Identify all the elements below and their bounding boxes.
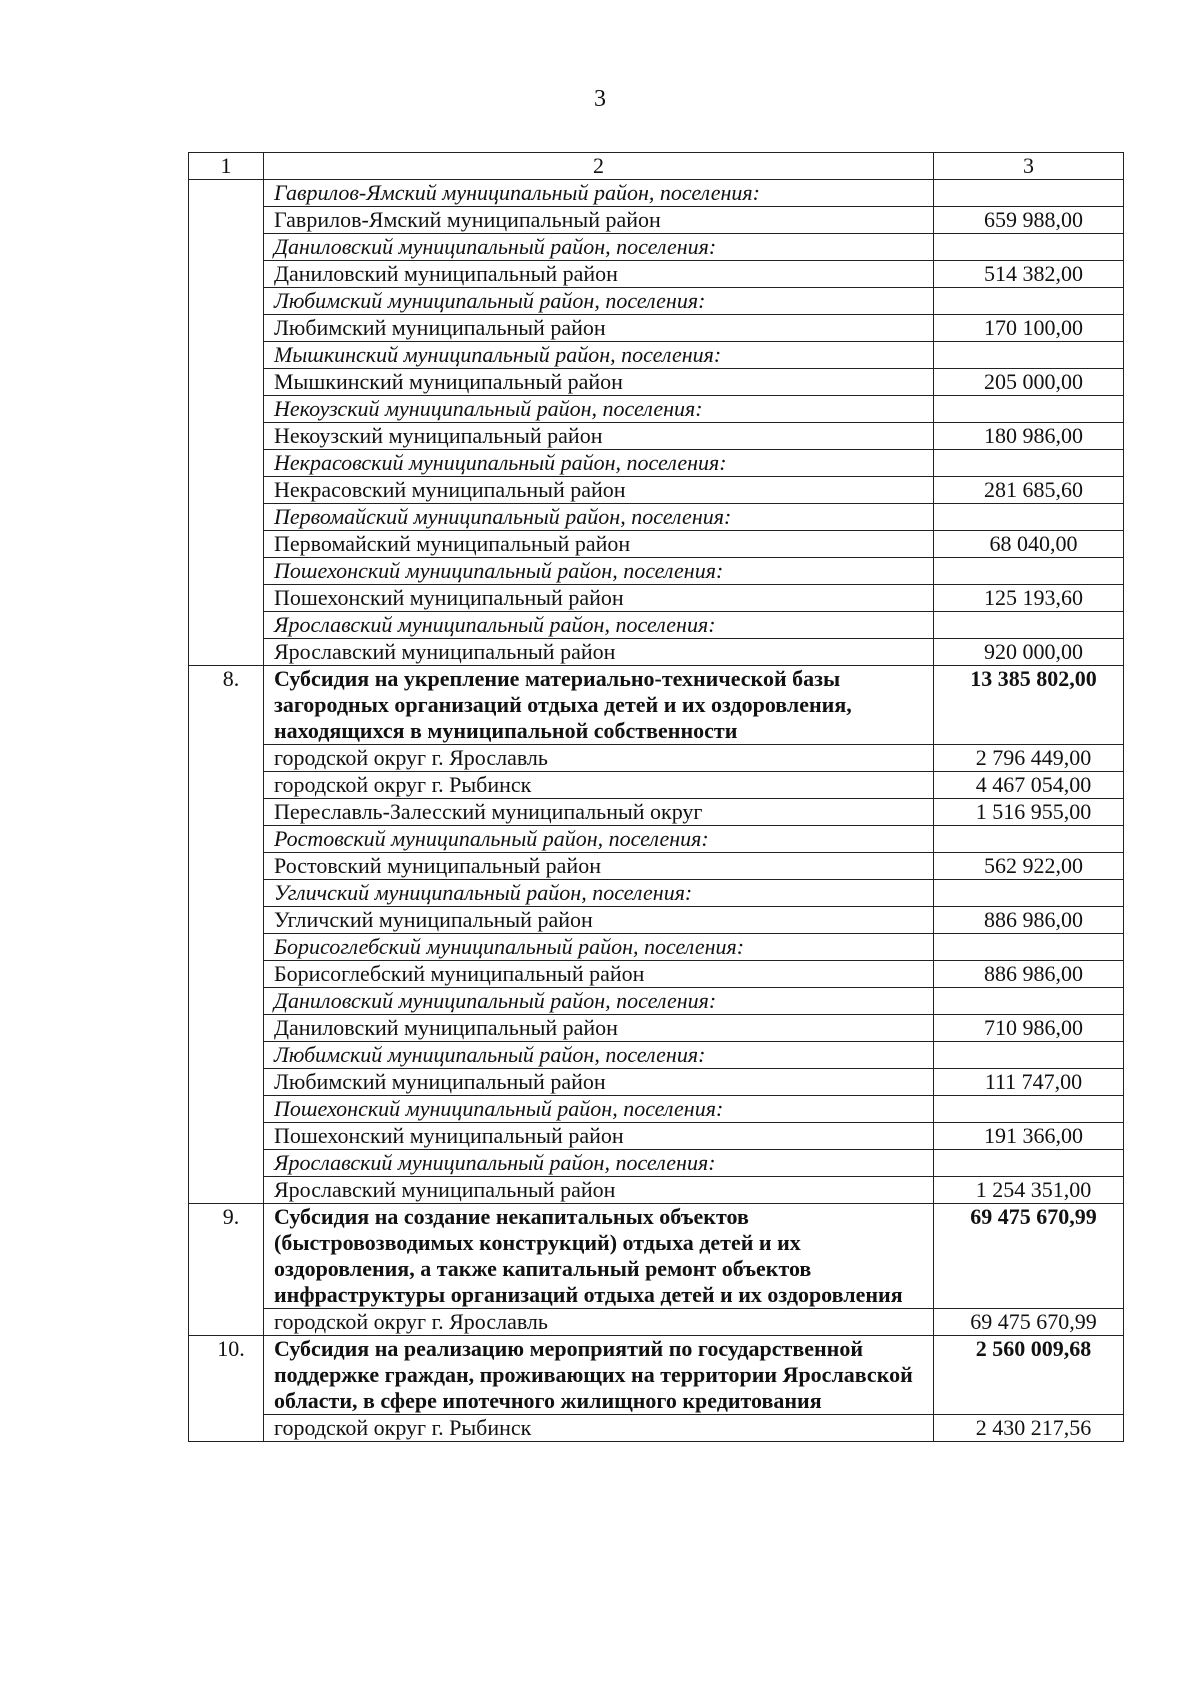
row-number: [189, 180, 264, 207]
row-amount: 13 385 802,00: [934, 666, 1124, 745]
row-amount: 4 467 054,00: [934, 772, 1124, 799]
row-number: [189, 558, 264, 585]
row-name: Даниловский муниципальный район, поселения:: [264, 988, 934, 1015]
row-amount: [934, 396, 1124, 423]
row-number: [189, 288, 264, 315]
row-number: [189, 745, 264, 772]
row-number: [189, 988, 264, 1015]
row-amount: 69 475 670,99: [934, 1309, 1124, 1336]
district-heading-row: [189, 396, 1124, 423]
subsidy-row: [189, 666, 1124, 745]
row-number: 9.: [189, 1204, 264, 1309]
table-row: [189, 1415, 1124, 1442]
row-amount: [934, 234, 1124, 261]
row-name: Субсидия на укрепление материально-технической базы загородных организаций отдыха детей и их оздоровления, находящихся в муниципальной собственности: [264, 666, 934, 745]
row-number: [189, 880, 264, 907]
subsidy-row: [189, 1204, 1124, 1309]
row-number: [189, 531, 264, 558]
row-name: Некоузский муниципальный район: [264, 423, 934, 450]
table-row: [189, 961, 1124, 988]
row-amount: 191 366,00: [934, 1123, 1124, 1150]
row-number: [189, 1042, 264, 1069]
row-name: Пошехонский муниципальный район, поселения:: [264, 1096, 934, 1123]
header-row: [189, 153, 1124, 180]
row-name: Угличский муниципальный район: [264, 907, 934, 934]
row-name: Мышкинский муниципальный район: [264, 369, 934, 396]
row-name: Первомайский муниципальный район, поселения:: [264, 504, 934, 531]
row-amount: [934, 1150, 1124, 1177]
row-amount: 886 986,00: [934, 907, 1124, 934]
table-row: [189, 477, 1124, 504]
table-row: [189, 1015, 1124, 1042]
page-number: 3: [594, 86, 606, 112]
row-amount: [934, 1042, 1124, 1069]
district-heading-row: [189, 612, 1124, 639]
district-heading-row: [189, 880, 1124, 907]
row-name: Некоузский муниципальный район, поселения:: [264, 396, 934, 423]
row-name: Даниловский муниципальный район, поселения:: [264, 234, 934, 261]
row-number: [189, 1069, 264, 1096]
row-number: [189, 1309, 264, 1336]
district-heading-row: [189, 558, 1124, 585]
district-heading-row: [189, 988, 1124, 1015]
row-amount: 170 100,00: [934, 315, 1124, 342]
row-name: Ярославский муниципальный район: [264, 639, 934, 666]
row-number: [189, 315, 264, 342]
table-row: [189, 261, 1124, 288]
district-heading-row: [189, 1042, 1124, 1069]
row-amount: 562 922,00: [934, 853, 1124, 880]
row-amount: 710 986,00: [934, 1015, 1124, 1042]
row-name: Любимский муниципальный район: [264, 1069, 934, 1096]
row-number: [189, 369, 264, 396]
table-row: [189, 745, 1124, 772]
row-name: городской округ г. Ярославль: [264, 745, 934, 772]
district-heading-row: [189, 504, 1124, 531]
row-name: Любимский муниципальный район, поселения:: [264, 288, 934, 315]
row-amount: 68 040,00: [934, 531, 1124, 558]
row-name: Ярославский муниципальный район: [264, 1177, 934, 1204]
row-amount: 111 747,00: [934, 1069, 1124, 1096]
row-name: Борисоглебский муниципальный район: [264, 961, 934, 988]
row-number: [189, 396, 264, 423]
row-amount: 1 254 351,00: [934, 1177, 1124, 1204]
row-name: Переславль-Залесский муниципальный округ: [264, 799, 934, 826]
row-name: Некрасовский муниципальный район: [264, 477, 934, 504]
row-amount: [934, 180, 1124, 207]
table-row: [189, 799, 1124, 826]
row-name: городской округ г. Ярославль: [264, 1309, 934, 1336]
row-amount: 2 796 449,00: [934, 745, 1124, 772]
row-amount: 514 382,00: [934, 261, 1124, 288]
row-number: [189, 799, 264, 826]
row-number: [189, 207, 264, 234]
row-amount: 205 000,00: [934, 369, 1124, 396]
header-col-2: 2: [264, 153, 934, 180]
row-amount: [934, 1096, 1124, 1123]
table-row: [189, 1123, 1124, 1150]
row-number: [189, 450, 264, 477]
district-heading-row: [189, 934, 1124, 961]
district-heading-row: [189, 288, 1124, 315]
row-name: городской округ г. Рыбинск: [264, 1415, 934, 1442]
table-row: [189, 853, 1124, 880]
row-amount: 920 000,00: [934, 639, 1124, 666]
row-name: Ярославский муниципальный район, поселения:: [264, 1150, 934, 1177]
row-name: Любимский муниципальный район: [264, 315, 934, 342]
row-number: [189, 772, 264, 799]
table-row: [189, 423, 1124, 450]
district-heading-row: [189, 1150, 1124, 1177]
row-amount: [934, 504, 1124, 531]
row-number: [189, 961, 264, 988]
row-number: 10.: [189, 1336, 264, 1415]
row-number: [189, 1123, 264, 1150]
table-row: [189, 531, 1124, 558]
table-row: [189, 1309, 1124, 1336]
row-amount: [934, 342, 1124, 369]
row-amount: 2 560 009,68: [934, 1336, 1124, 1415]
row-name: Угличский муниципальный район, поселения:: [264, 880, 934, 907]
row-amount: 69 475 670,99: [934, 1204, 1124, 1309]
header-col-3: 3: [934, 153, 1124, 180]
row-number: [189, 342, 264, 369]
row-amount: 2 430 217,56: [934, 1415, 1124, 1442]
row-number: [189, 1177, 264, 1204]
row-amount: [934, 612, 1124, 639]
district-heading-row: [189, 342, 1124, 369]
row-number: [189, 907, 264, 934]
table-row: [189, 907, 1124, 934]
table-row: [189, 1069, 1124, 1096]
row-amount: [934, 880, 1124, 907]
row-amount: 1 516 955,00: [934, 799, 1124, 826]
row-name: Пошехонский муниципальный район: [264, 585, 934, 612]
row-name: Гаврилов-Ямский муниципальный район: [264, 207, 934, 234]
row-number: 8.: [189, 666, 264, 745]
subsidy-row: [189, 1336, 1124, 1415]
row-name: Даниловский муниципальный район: [264, 1015, 934, 1042]
row-name: Борисоглебский муниципальный район, поселения:: [264, 934, 934, 961]
row-name: Пошехонский муниципальный район, поселения:: [264, 558, 934, 585]
row-name: Любимский муниципальный район, поселения:: [264, 1042, 934, 1069]
row-number: [189, 1015, 264, 1042]
row-amount: [934, 934, 1124, 961]
row-amount: 659 988,00: [934, 207, 1124, 234]
row-amount: [934, 288, 1124, 315]
row-name: Субсидия на реализацию мероприятий по государственной поддержке граждан, проживающих на территории Ярославской области, в сфере ипотечного жилищного кредитования: [264, 1336, 934, 1415]
row-name: Гаврилов-Ямский муниципальный район, поселения:: [264, 180, 934, 207]
table-row: [189, 207, 1124, 234]
row-amount: [934, 988, 1124, 1015]
table-row: [189, 585, 1124, 612]
district-heading-row: [189, 180, 1124, 207]
row-amount: [934, 826, 1124, 853]
row-name: Мышкинский муниципальный район, поселения:: [264, 342, 934, 369]
table-row: [189, 315, 1124, 342]
row-number: [189, 423, 264, 450]
row-name: Субсидия на создание некапитальных объектов (быстровозводимых конструкций) отдыха детей и их оздоровления, а также капитальный ремонт объектов инфраструктуры организаций отдыха детей и их оздоровления: [264, 1204, 934, 1309]
table-body: [189, 153, 1124, 1442]
row-number: [189, 639, 264, 666]
header-col-1: 1: [189, 153, 264, 180]
row-name: городской округ г. Рыбинск: [264, 772, 934, 799]
row-name: Некрасовский муниципальный район, поселения:: [264, 450, 934, 477]
row-amount: 281 685,60: [934, 477, 1124, 504]
row-number: [189, 504, 264, 531]
row-amount: 125 193,60: [934, 585, 1124, 612]
row-name: Ростовский муниципальный район: [264, 853, 934, 880]
district-heading-row: [189, 234, 1124, 261]
row-amount: [934, 450, 1124, 477]
row-name: Ярославский муниципальный район, поселения:: [264, 612, 934, 639]
subsidy-table: [188, 152, 1124, 1442]
row-name: Пошехонский муниципальный район: [264, 1123, 934, 1150]
row-name: Ростовский муниципальный район, поселения:: [264, 826, 934, 853]
row-number: [189, 261, 264, 288]
row-number: [189, 853, 264, 880]
row-number: [189, 826, 264, 853]
table-row: [189, 772, 1124, 799]
table-row: [189, 639, 1124, 666]
row-amount: 886 986,00: [934, 961, 1124, 988]
row-number: [189, 1415, 264, 1442]
row-number: [189, 1150, 264, 1177]
row-number: [189, 934, 264, 961]
district-heading-row: [189, 826, 1124, 853]
row-name: Первомайский муниципальный район: [264, 531, 934, 558]
row-name: Даниловский муниципальный район: [264, 261, 934, 288]
row-number: [189, 612, 264, 639]
row-number: [189, 1096, 264, 1123]
row-number: [189, 585, 264, 612]
row-amount: 180 986,00: [934, 423, 1124, 450]
row-amount: [934, 558, 1124, 585]
row-number: [189, 234, 264, 261]
table-row: [189, 369, 1124, 396]
row-number: [189, 477, 264, 504]
table-row: [189, 1177, 1124, 1204]
district-heading-row: [189, 450, 1124, 477]
district-heading-row: [189, 1096, 1124, 1123]
